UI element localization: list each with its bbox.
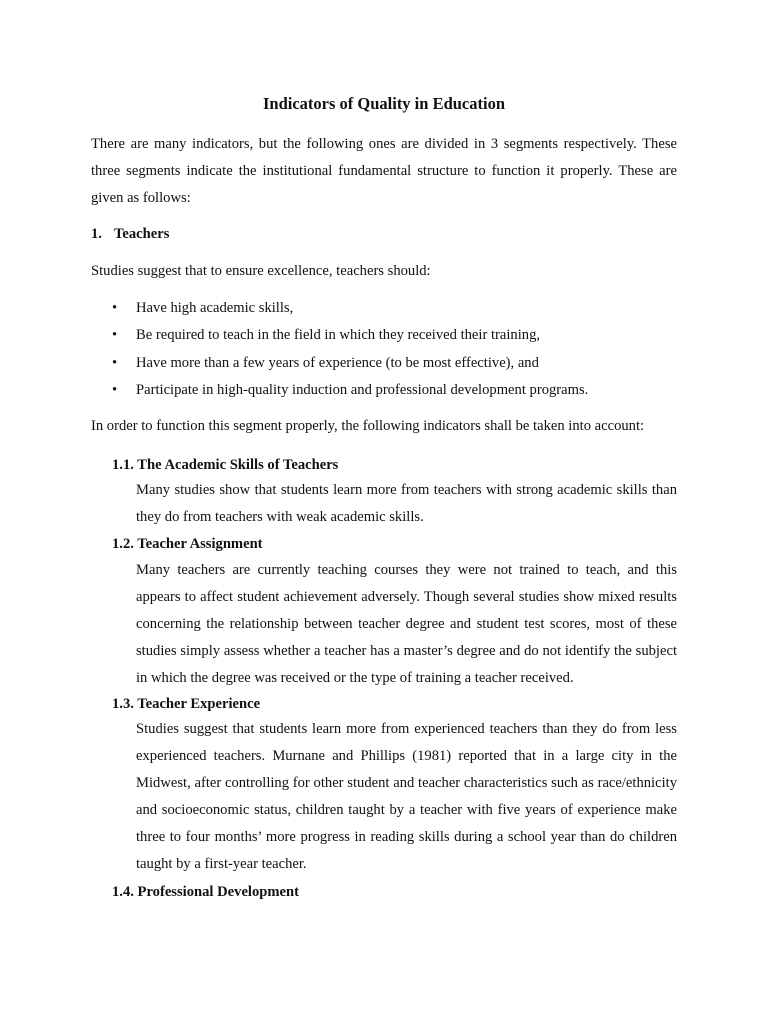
section-lead-paragraph: Studies suggest that to ensure excellence, teachers should:: [91, 263, 431, 279]
subsection-paragraph-academic-skills: Many studies show that students learn more from teachers with strong academic skills than they do from teachers with weak academic skills.: [136, 482, 677, 525]
subsection-heading-teacher-assignment: 1.2. Teacher Assignment: [112, 536, 263, 552]
bullet-icon: •: [112, 300, 118, 316]
teacher-requirements-list: [112, 295, 682, 404]
subsection-paragraph-teacher-assignment: Many teachers are currently teaching courses they were not trained to teach, and this appears to affect student achievement adversely. Though several studies show mixed results concerning the relationship between teacher degree and student test scores, most of these studies simply assess whether a teacher has a master’s degree and do not identify the subject in which the degree was received or the type of training a teacher received.: [136, 562, 677, 686]
bullet-icon: •: [112, 327, 118, 344]
section-heading-teachers: [91, 224, 169, 244]
intro-paragraph: There are many indicators, but the following ones are divided in 3 segments respectively. These three segments indicate the institutional fundamental structure to function it properly. These are given as follows:: [91, 136, 677, 206]
list-item-text: Participate in high-quality induction and professional development programs.: [136, 381, 589, 398]
list-item: [112, 295, 682, 322]
section-number: 1.: [91, 226, 102, 242]
list-item-text: Be required to teach in the field in which they received their training,: [136, 327, 541, 344]
subsection-heading-teacher-experience: 1.3. Teacher Experience: [112, 696, 261, 712]
list-item: [112, 377, 682, 404]
subsection-heading-academic-skills: 1.1. The Academic Skills of Teachers: [112, 457, 339, 473]
list-item: [112, 322, 682, 349]
subsection-heading-professional-development: 1.4. Professional Development: [112, 884, 299, 900]
bullet-icon: •: [112, 381, 118, 398]
list-item: [112, 350, 682, 377]
list-item-text: Have high academic skills,: [136, 300, 294, 316]
list-item-text: Have more than a few years of experience (to be most effective), and: [136, 354, 539, 371]
bullet-icon: •: [112, 354, 118, 371]
section-title: Teachers: [114, 226, 170, 242]
page-title: Indicators of Quality in Education: [262, 94, 506, 113]
subsection-paragraph-teacher-experience: Studies suggest that students learn more from experienced teachers than they do from less experienced teachers. Murnane and Phillips (1981) reported that in a large city in the Midwest, after controlling for other student and teacher characteristics such as race/ethnicity and socioeconomic status, children taught by a teacher with five years of experience make three to four months’ more progress in reading skills during a school year than do children taught by a first-year teacher.: [136, 721, 677, 872]
followup-paragraph: In order to function this segment properly, the following indicators shall be taken into account:: [91, 418, 645, 434]
